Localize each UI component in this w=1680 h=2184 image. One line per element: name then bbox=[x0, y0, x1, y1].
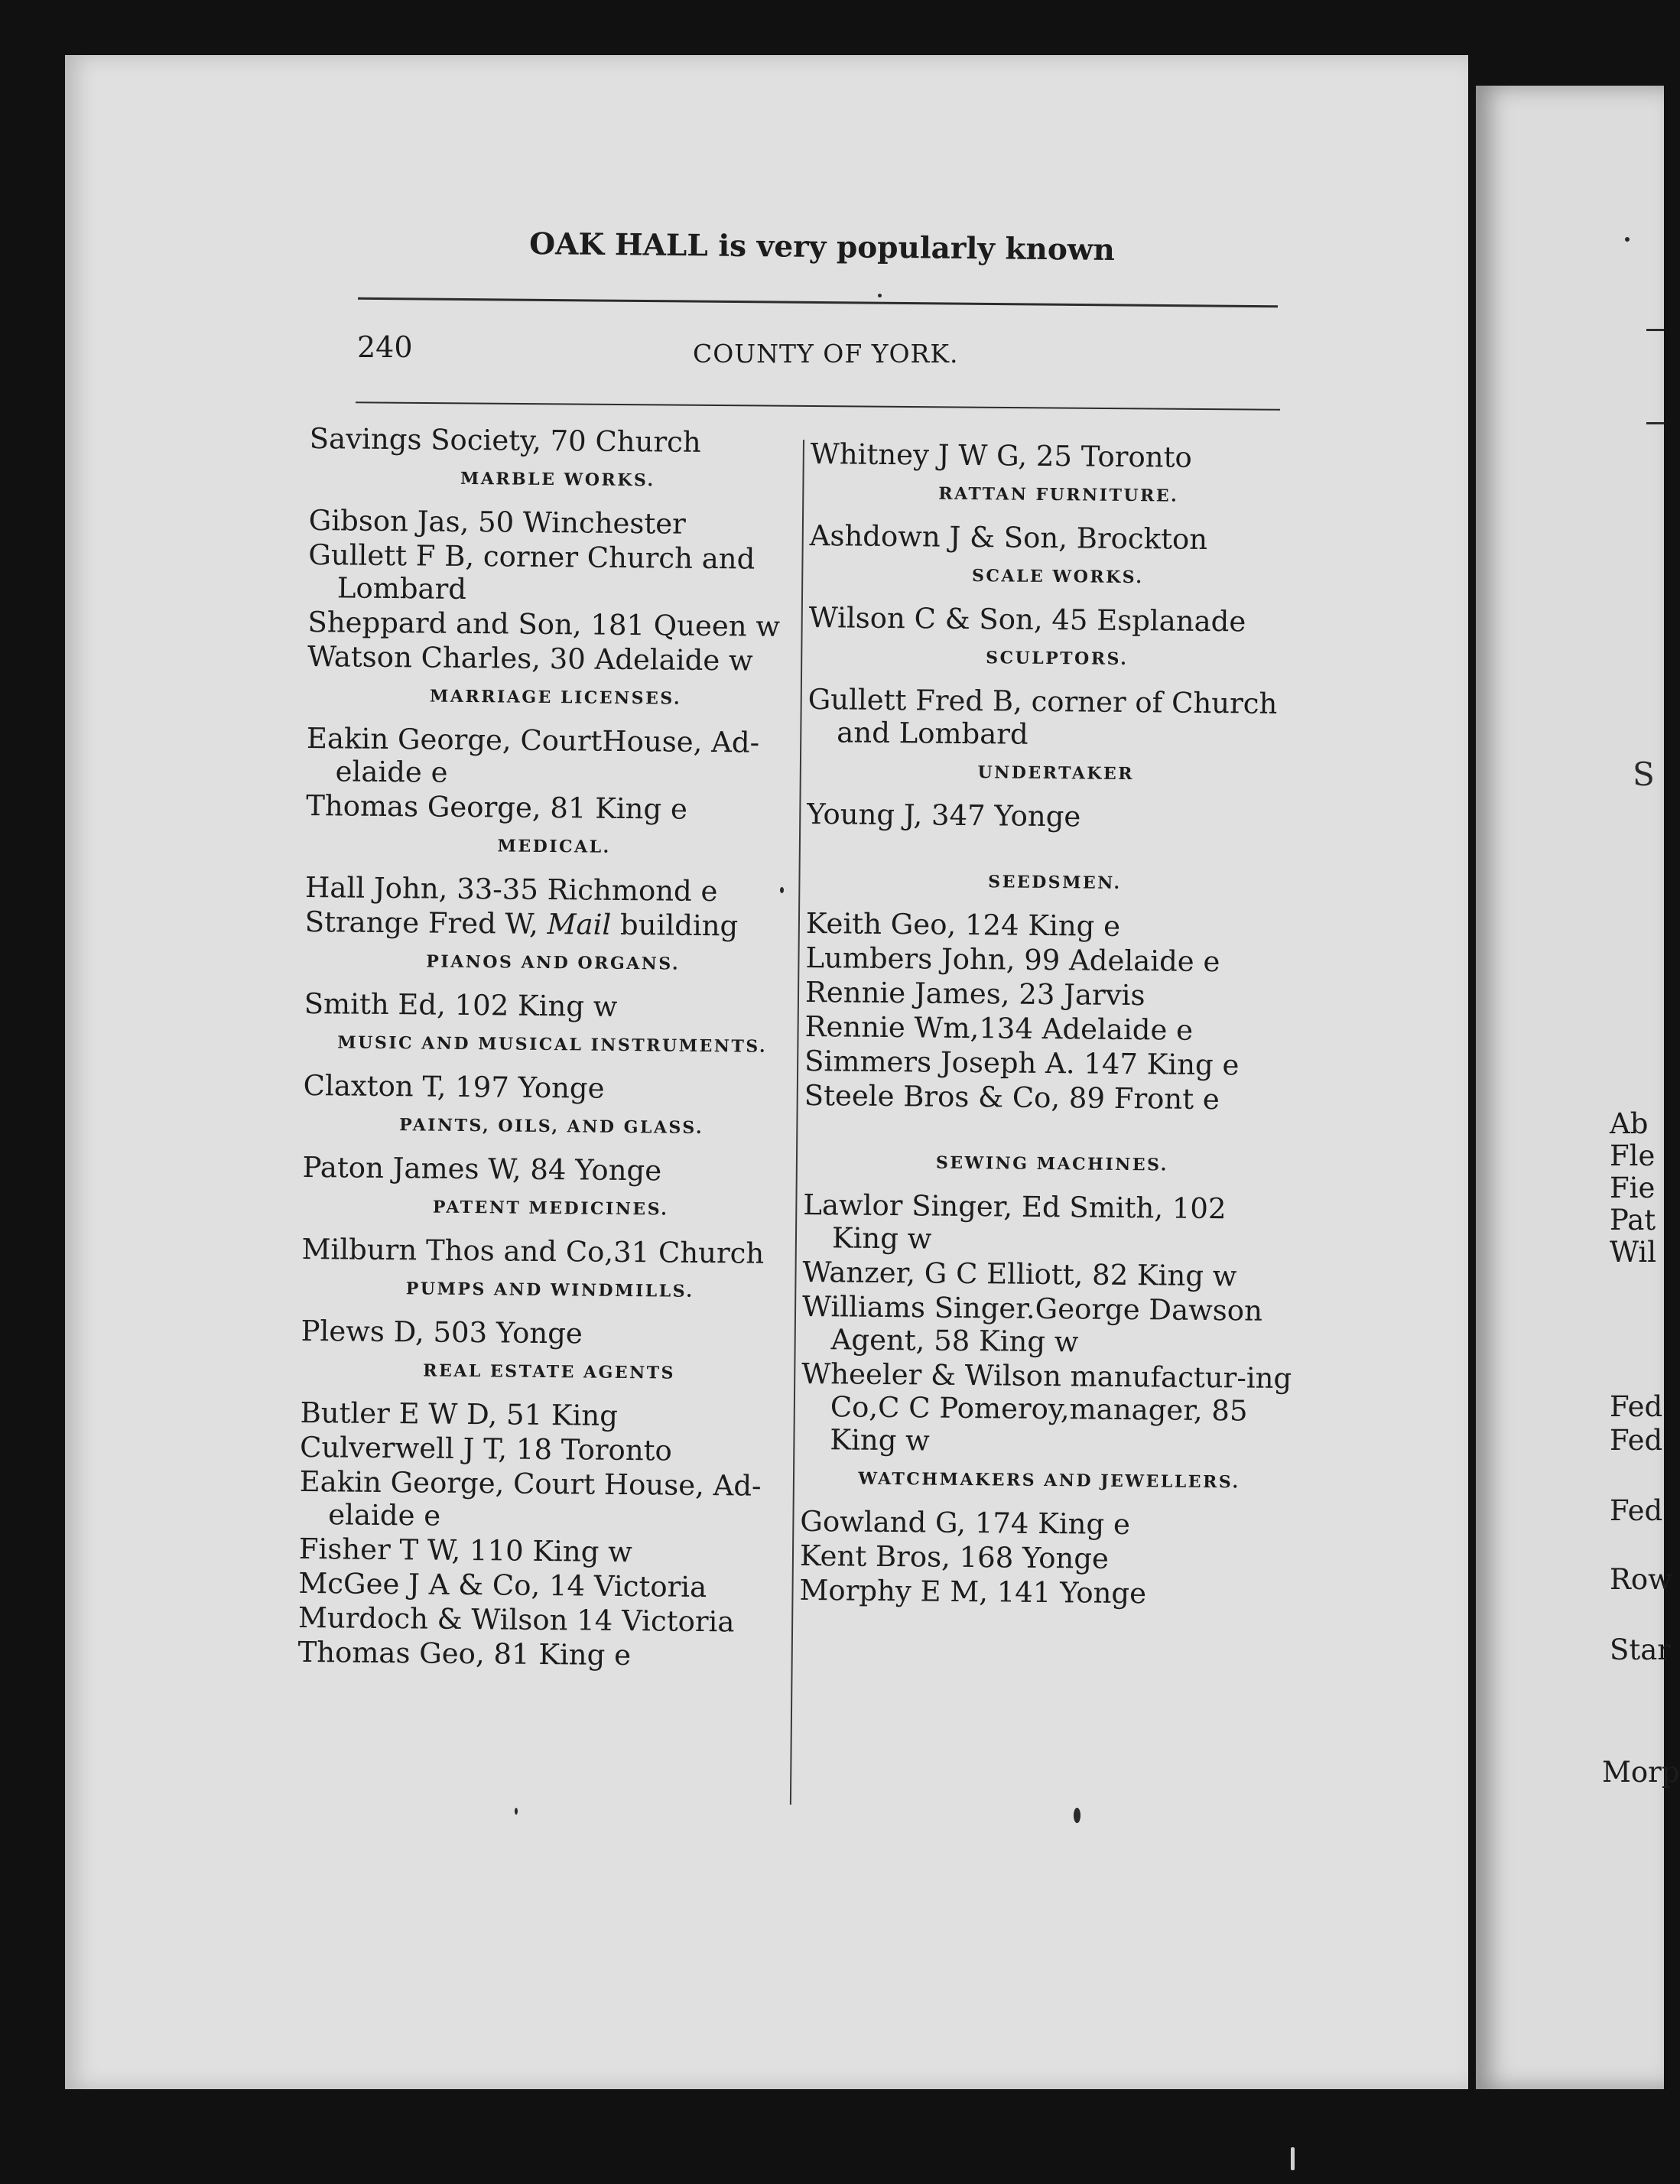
ink-speck bbox=[1074, 1808, 1080, 1823]
directory-entry: Morphy E M, 141 Yonge bbox=[799, 1573, 1147, 1610]
adjacent-page-fragment: Fie bbox=[1610, 1172, 1656, 1204]
spacer bbox=[807, 832, 1304, 863]
entry-italic-text: Mail bbox=[547, 908, 612, 941]
directory-entry: Culverwell J T, 18 Toronto bbox=[299, 1430, 673, 1467]
directory-entry: Sheppard and Son, 181 Queen w bbox=[307, 605, 781, 643]
adjacent-page-fragment: Fed bbox=[1610, 1390, 1663, 1423]
section-heading: PAINTS, OILS, AND GLASS. bbox=[399, 1115, 704, 1138]
directory-entry: Gullett Fred B, corner of Church and Lombard bbox=[808, 682, 1278, 751]
directory-entry: Ashdown J & Son, Brockton bbox=[809, 518, 1208, 556]
adjacent-page bbox=[1476, 86, 1664, 2089]
section-heading: PIANOS AND ORGANS. bbox=[426, 951, 681, 974]
section-heading: REAL ESTATE AGENTS bbox=[423, 1360, 676, 1383]
section-heading: RATTAN FURNITURE. bbox=[938, 483, 1179, 506]
directory-entry: Eakin George, Court House, Ad-elaide e bbox=[299, 1464, 762, 1532]
directory-entry: Kent Bros, 168 Yonge bbox=[799, 1539, 1110, 1575]
adjacent-page-fragment: Fed bbox=[1610, 1494, 1663, 1527]
directory-entry: Rennie Wm,134 Adelaide e bbox=[804, 1009, 1194, 1047]
adjacent-page-fragment: Star bbox=[1610, 1633, 1671, 1666]
section-heading: WATCHMAKERS AND JEWELLERS. bbox=[858, 1468, 1240, 1493]
directory-entry: Fisher T W, 110 King w bbox=[298, 1532, 633, 1569]
directory-entry: Rennie James, 23 Jarvis bbox=[804, 975, 1145, 1012]
entry-text: Strange Fred W, bbox=[304, 905, 548, 941]
ink-speck bbox=[1625, 237, 1630, 242]
directory-entry: Thomas Geo, 81 King e bbox=[297, 1635, 632, 1672]
section-heading: SEWING MACHINES. bbox=[935, 1152, 1168, 1175]
ink-speck bbox=[515, 1808, 518, 1815]
directory-entry: Smith Ed, 102 King w bbox=[304, 986, 618, 1023]
ink-speck bbox=[878, 294, 882, 297]
adjacent-page-fragment: Pat bbox=[1610, 1204, 1656, 1237]
directory-column-right bbox=[799, 437, 1308, 1613]
directory-entry: Butler E W D, 51 King bbox=[300, 1396, 619, 1432]
adjacent-page-fragment: Wil bbox=[1610, 1236, 1657, 1269]
ink-speck bbox=[780, 887, 784, 893]
page-number: 240 bbox=[357, 330, 413, 364]
section-heading: MUSIC AND MUSICAL INSTRUMENTS. bbox=[337, 1032, 768, 1057]
directory-entry: Wheeler & Wilson manufactur-ing Co,C C Pomeroy,manager, 85 King w bbox=[801, 1357, 1292, 1458]
section-heading: SCULPTORS. bbox=[986, 648, 1129, 669]
adjacent-page-heading-fragment: S bbox=[1633, 756, 1655, 793]
directory-entry: Milburn Thos and Co,31 Church bbox=[301, 1232, 765, 1270]
section-heading: MEDICAL. bbox=[497, 836, 611, 857]
directory-entry: Eakin George, CourtHouse, Ad-elaide e bbox=[306, 721, 760, 789]
directory-entry: Whitney J W G, 25 Toronto bbox=[810, 437, 1192, 474]
directory-entry: Wilson C & Son, 45 Esplanade bbox=[808, 600, 1246, 639]
directory-entry: McGee J A & Co, 14 Victoria bbox=[298, 1566, 707, 1604]
section-heading: SCALE WORKS. bbox=[971, 566, 1144, 588]
tagline: OAK HALL is very popularly known bbox=[528, 226, 1116, 268]
spacer bbox=[804, 1113, 1301, 1144]
directory-entry: Gibson Jas, 50 Winchester bbox=[308, 503, 687, 541]
directory-entry: Hall John, 33-35 Richmond e bbox=[304, 870, 718, 908]
section-heading: MARBLE WORKS. bbox=[460, 468, 655, 491]
directory-entry: Murdoch & Wilson 14 Victoria bbox=[297, 1601, 735, 1639]
running-head: COUNTY OF YORK. bbox=[693, 339, 959, 369]
section-heading: SEEDSMEN. bbox=[988, 872, 1122, 893]
directory-entry: Claxton T, 197 Yonge bbox=[303, 1068, 605, 1105]
directory-entry: Lumbers John, 99 Adelaide e bbox=[805, 941, 1220, 979]
section-heading: PUMPS AND WINDMILLS. bbox=[405, 1279, 694, 1302]
directory-entry: Lawlor Singer, Ed Smith, 102 King w bbox=[803, 1188, 1227, 1256]
section-heading: PATENT MEDICINES. bbox=[432, 1197, 669, 1220]
scan-artifact bbox=[1291, 2147, 1295, 2170]
directory-entry: Young J, 347 Yonge bbox=[807, 797, 1081, 834]
entry-text: building bbox=[611, 908, 739, 943]
directory-entry: Simmers Joseph A. 147 King e bbox=[804, 1044, 1240, 1082]
adjacent-page-fragment: Fed bbox=[1610, 1424, 1663, 1457]
directory-entry bbox=[305, 905, 802, 943]
adjacent-page-rule bbox=[1646, 329, 1664, 331]
directory-column-left bbox=[297, 422, 807, 1675]
directory-entry: Savings Society, 70 Church bbox=[309, 422, 701, 459]
directory-entry: Keith Geo, 124 King e bbox=[805, 906, 1121, 943]
directory-entry: Watson Charles, 30 Adelaide w bbox=[307, 639, 753, 678]
section-heading: UNDERTAKER bbox=[977, 762, 1135, 785]
directory-entry: Gullett F B, corner Church and Lombard bbox=[308, 538, 756, 606]
section-heading: MARRIAGE LICENSES. bbox=[429, 686, 682, 709]
adjacent-page-rule bbox=[1646, 422, 1664, 424]
directory-entry: Gowland G, 174 King e bbox=[800, 1504, 1131, 1542]
directory-entry: Paton James W, 84 Yonge bbox=[302, 1150, 662, 1188]
directory-entry: Williams Singer.George Dawson Agent, 58 King w bbox=[801, 1289, 1263, 1359]
directory-entry: Steele Bros & Co, 89 Front e bbox=[804, 1078, 1220, 1116]
directory-entry: Thomas George, 81 King e bbox=[305, 788, 688, 826]
adjacent-page-fragment: Row bbox=[1610, 1563, 1672, 1596]
directory-entry: Plews D, 503 Yonge bbox=[301, 1314, 583, 1350]
directory-entry: Wanzer, G C Elliott, 82 King w bbox=[802, 1255, 1237, 1293]
adjacent-page-fragment: Fle bbox=[1610, 1139, 1656, 1172]
adjacent-page-fragment: Ab bbox=[1610, 1107, 1649, 1140]
adjacent-page-fragment: Morp bbox=[1602, 1756, 1680, 1789]
